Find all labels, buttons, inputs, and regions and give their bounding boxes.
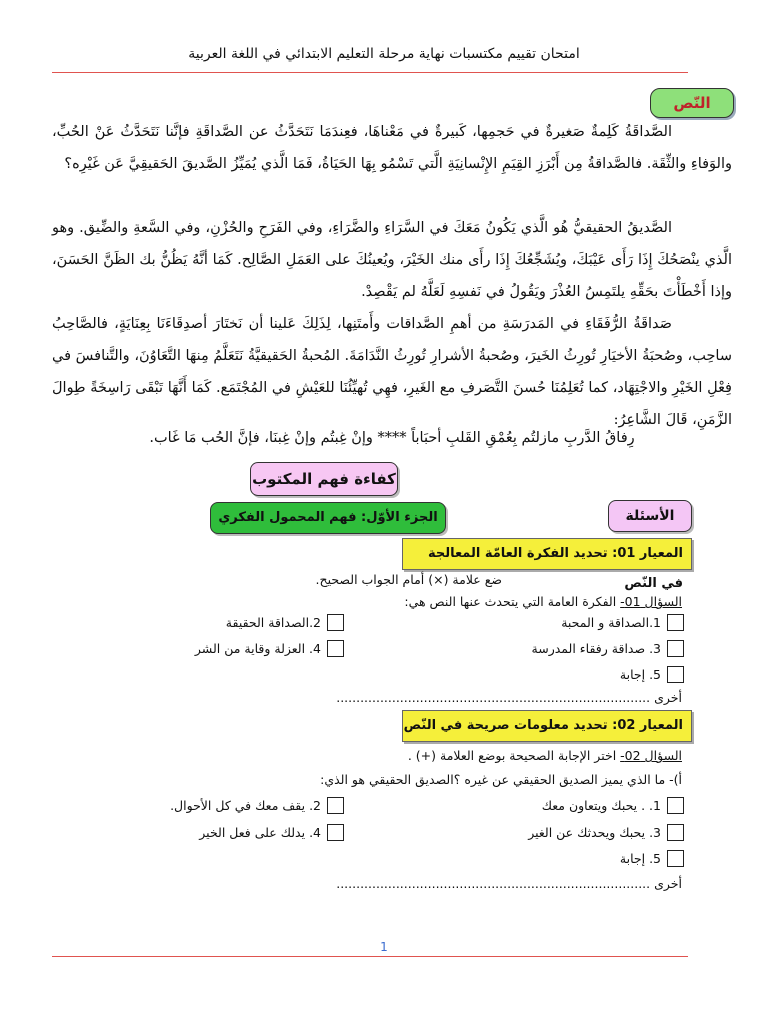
instruction-text: ضع علامة (×) أمام الجواب الصحيح. <box>315 572 502 587</box>
q1-option-2[interactable]: 2.الصداقة الحقيقة <box>226 614 344 631</box>
q2-other-line[interactable]: أخرى ............................................................................... <box>336 876 682 891</box>
q2-option-5[interactable]: 5. إجابة <box>620 850 684 867</box>
checkbox[interactable] <box>327 797 344 814</box>
question-2-text: اختر الإجابة الصحيحة بوضع العلامة (+) . <box>407 748 621 763</box>
q2-option-2[interactable]: 2. يقف معك في كل الأحوال. <box>170 797 344 814</box>
header-divider <box>52 72 688 73</box>
checkbox[interactable] <box>667 666 684 683</box>
q1-option-5[interactable]: 5. إجابة <box>620 666 684 683</box>
paragraph-1: الصَّداقَةُ كَلِمةٌ صَغيرةٌ في حَجمِها، كَبيرةٌ في مَعْناهَا، فعِندَمَا نَتَحَدَّثُ عن الصَّداقَةِ فإنَّنا نَتَحَدَّثُ عَنْ الحُبِّ، والوَفاءِ والثِّقَة. فالصَّداقةُ مِن أَبْرَزِ القِيَمِ الإِنْسانِيَةِ الَّتي تَسْمُو بِهَا الحَيَاةُ، فَمَا الَّذي يُمَيِّزُ الصَّديقَ الحَقيقِيَّ عَن غَيْرِه؟ <box>52 124 732 172</box>
checkbox[interactable] <box>667 850 684 867</box>
text-section-badge: النّص <box>650 88 734 118</box>
questions-badge: الأسئلة <box>608 500 692 532</box>
q1-other-line[interactable]: أخرى ............................................................................... <box>336 690 682 705</box>
comprehension-badge: كفاءة فهم المكتوب <box>250 462 398 496</box>
checkbox[interactable] <box>327 824 344 841</box>
question-2 <box>408 748 682 763</box>
q1-option-3[interactable]: 3. صداقة رفقاء المدرسة <box>532 640 684 657</box>
criterion-1-label: المعيار 01: تحديد الفكرة العامّة المعالجة في النّص <box>402 538 692 570</box>
question-2-label: السؤال 02- <box>620 748 682 763</box>
checkbox[interactable] <box>327 640 344 657</box>
checkbox[interactable] <box>667 824 684 841</box>
footer-divider <box>52 956 688 957</box>
q1-option-4[interactable]: 4. العزلة وقاية من الشر <box>195 640 344 657</box>
part-one-badge: الجزء الأوّل: فهم المحمول الفكري <box>210 502 446 534</box>
question-1-label: السؤال 01- <box>620 594 682 609</box>
checkbox[interactable] <box>667 640 684 657</box>
checkbox[interactable] <box>327 614 344 631</box>
checkbox[interactable] <box>667 797 684 814</box>
q2-option-1[interactable]: 1. . يحبك ويتعاون معك <box>542 797 684 814</box>
paragraph-3: صَداقَةُ الرُّفَقَاءِ في المَدرَسَةِ من أهمِ الصَّداقات وأَمتَنِها، لِذَلِكَ عَلينا أن نَختَارَ أصدِقَاءَنَا بِعِنَايَةٍ، فالصَّاحِبُ ساحِب، وصُحبَةُ الأخيَارِ تُورِثُ الخَيرَ، وصُحبةُ الأشرارِ تُورِثُ النَّدَامَةَ. المُحبةُ الحَقيقيَّةُ نَتَعَلَّمُ مِنهَا التَّعَاوُنَ، والتَّنافسَ في فِعْلِ الخَيْرِ والاجْتِهَاد، كما تُعَلِمُنَا حُسنَ التَّصَرفِ مع الغَيرِ، فهِي تُهيِّئُنَا للعَيْشِ في المُجْتَمَع. كَمَا أَنَّهَا تَبْقَى رَاسِخَةً طِوالَ الزَّمَنِ، قَالَ الشَّاعِرُ: <box>52 316 732 428</box>
page-number: 1 <box>380 940 388 954</box>
checkbox[interactable] <box>667 614 684 631</box>
q2-option-4[interactable]: 4. يدلك على فعل الخير <box>199 824 344 841</box>
poem-verse: رِفاقُ الدَّربِ مازلتُم بِعُمْقِ القَلبِ أحبَاباً **** وإنْ غِبتُم وإنْ غِبنَا، فإنَّ الحُب مَا غَاب. <box>149 430 635 446</box>
criterion-2-label: المعيار 02: تحديد معلومات صريحة في النّص <box>402 710 692 742</box>
question-1 <box>404 594 682 609</box>
q1-option-1[interactable]: 1.الصداقة و المحبة <box>561 614 684 631</box>
sub-question-a: أ)- ما الذي يميز الصديق الحقيقي عن غيره ؟الصديق الحقيقي هو الذي: <box>320 772 682 787</box>
page-header: امتحان تقييم مكتسبات نهاية مرحلة التعليم الابتدائي في اللغة العربية <box>188 46 580 62</box>
question-1-text: الفكرة العامة التي يتحدث عنها النص هي: <box>404 594 621 609</box>
q2-option-3[interactable]: 3. يحبك ويحدثك عن الغير <box>528 824 684 841</box>
paragraph-2: الصَّديقُ الحقيقيُّ هُو الَّذي يَكُونُ مَعَكَ في السَّرَاءِ والضَّرَاءِ، وفي الفَرَحِ والحُزْنِ، وفي السَّعةِ والضِّيق. وهو الَّذي ينْصَحُكَ إِذَا رَأَى عَيْبَكَ، ويُشَجِّعُكَ إِذَا رأَى منك الخَيْرَ، ويُعينُكَ على العَمَلِ الصَّالِح. كَمَا أنَّهُ يَظُنُّ بك الظَنَّ الحَسَنَ، وإذا أَخْطَأْتَ بحَقِّهِ يلتَمِسُ العُذْرَ ويَقُولُ في نَفسِهِ لَعَلَّهُ لم يَقْصِدْ. <box>52 220 732 300</box>
